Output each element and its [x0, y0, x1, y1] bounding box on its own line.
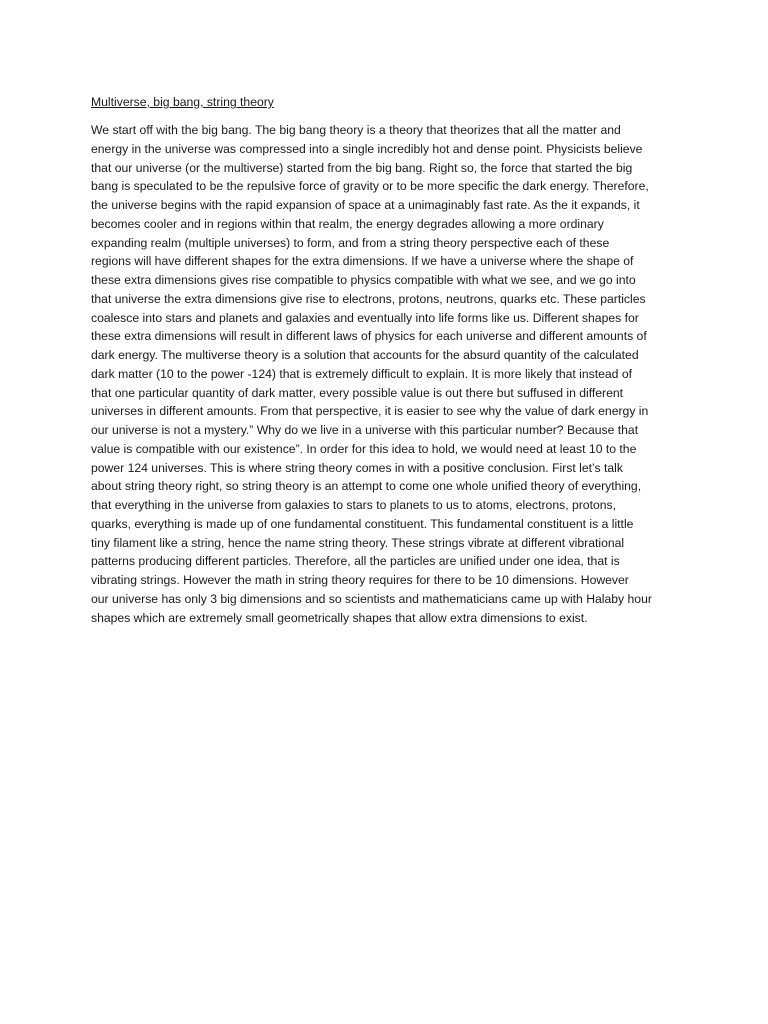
body-line: that our universe (or the multiverse) started from the big bang. Right so, the force that started the big	[91, 160, 633, 175]
body-line: energy in the universe was compressed into a single incredibly hot and dense point. Physicists believe	[91, 141, 643, 156]
body-line: dark matter (10 to the power -124) that is extremely difficult to explain. It is more likely that instead of	[91, 366, 633, 381]
body-line: about string theory right, so string theory is an attempt to come one whole unified theory of everything,	[91, 479, 642, 494]
body-line: shapes which are extremely small geometrically shapes that allow extra dimensions to exist.	[91, 610, 588, 625]
body-line: regions will have different shapes for the extra dimensions. If we have a universe where the shape of	[91, 254, 634, 269]
body-line: bang is speculated to be the repulsive force of gravity or to be more specific the dark energy. Therefore,	[91, 179, 649, 194]
body-line: our universe has only 3 big dimensions and so scientists and mathematicians came up with Halaby hour	[91, 591, 652, 606]
body-line: that universe the extra dimensions give rise to electrons, protons, neutrons, quarks etc. These particles	[91, 291, 646, 306]
body-line: expanding realm (multiple universes) to form, and from a string theory perspective each of these	[91, 235, 610, 250]
body-line: these extra dimensions will result in different laws of physics for each universe and different amounts of	[91, 329, 647, 344]
body-line: vibrating strings. However the math in string theory requires for there to be 10 dimensions. However	[91, 573, 629, 587]
body-line: coalesce into stars and planets and galaxies and eventually into life forms like us. Different shapes for	[91, 310, 639, 325]
body-line: becomes cooler and in regions within that realm, the energy degrades allowing a more ordinary	[91, 216, 604, 231]
document-title: Multiverse, big bang, string theory	[91, 95, 274, 109]
body-line: these extra dimensions gives rise compatible to physics compatible with what we see, and we go into	[91, 273, 636, 287]
body-line: power 124 universes. This is where string theory comes in with a positive conclusion. First let’s talk	[91, 460, 623, 475]
body-line: dark energy. The multiverse theory is a solution that accounts for the absurd quantity of the calculated	[91, 348, 639, 362]
body-line: We start off with the big bang. The big bang theory is a theory that theorizes that all the matter and	[91, 123, 621, 137]
body-line: our universe is not a mystery.” Why do we live in a universe with this particular number? Because that	[91, 423, 639, 437]
body-line: universes in different amounts. From that perspective, it is easier to see why the value of dark energy in	[91, 404, 649, 419]
document-content	[91, 93, 679, 627]
body-line: tiny filament like a string, hence the name string theory. These strings vibrate at different vibrational	[91, 535, 625, 550]
body-line: patterns producing different particles. Therefore, all the particles are unified under one idea, that is	[91, 554, 620, 569]
body-line: value is compatible with our existence”. In order for this idea to hold, we would need at least 10 to the	[91, 441, 637, 456]
body-line: that one particular quantity of dark matter, every possible value is out there but suffused in different	[91, 385, 624, 400]
document-body	[91, 121, 679, 627]
body-line: quarks, everything is made up of one fundamental constituent. This fundamental constituent is a little	[91, 516, 634, 531]
body-line: that everything in the universe from galaxies to stars to planets to us to atoms, electrons, protons,	[91, 498, 617, 512]
body-line: the universe begins with the rapid expansion of space at a unimaginably fast rate. As the it expands, it	[91, 198, 640, 212]
